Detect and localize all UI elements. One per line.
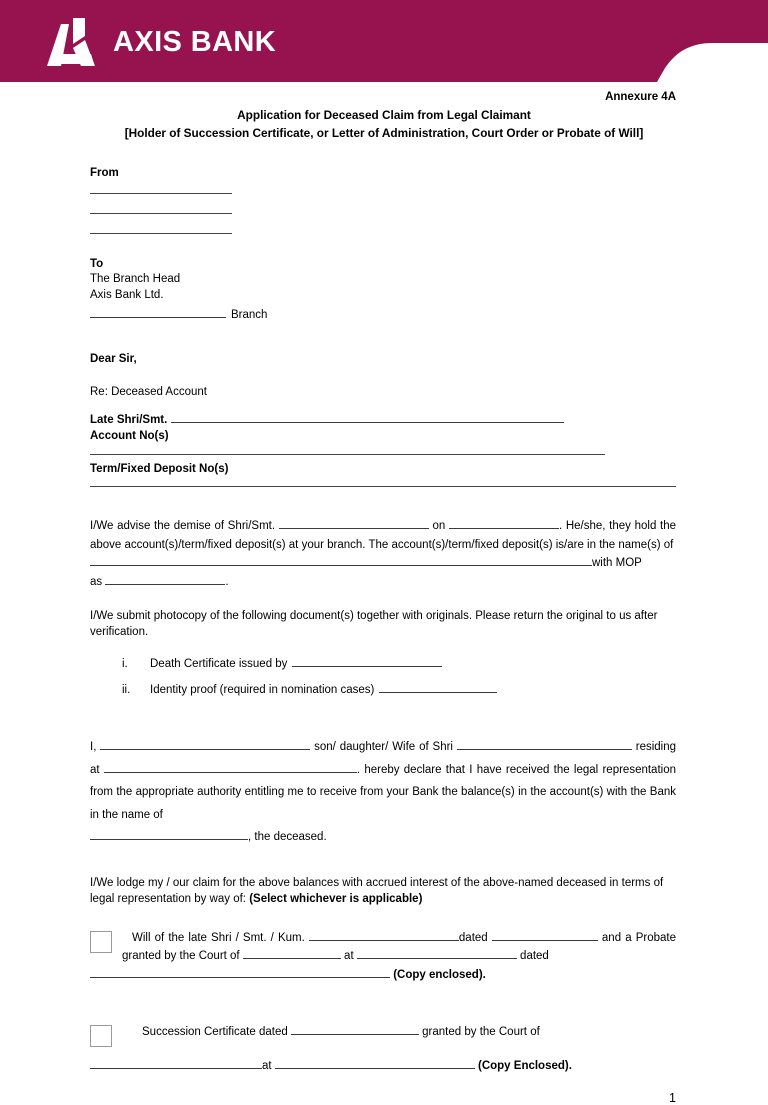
option-will-seg-4: at: [344, 950, 354, 963]
declaration-seg-2: son/ daughter/ Wife of Shri: [314, 741, 453, 754]
option-succession-tail-row: [90, 1057, 676, 1076]
claimant-address-field[interactable]: [104, 762, 357, 773]
demise-seg-2: on: [432, 520, 446, 533]
document-number: ii.: [122, 684, 131, 697]
term-deposit-label: Term/Fixed Deposit No(s): [90, 462, 229, 475]
late-name-field[interactable]: [171, 412, 564, 423]
option-succession-seg-2: granted by the Court of: [422, 1025, 540, 1038]
account-numbers-label: Account No(s): [90, 430, 169, 443]
claimant-name-field[interactable]: [100, 740, 310, 751]
option-succession-copy-note: (Copy Enclosed).: [478, 1059, 572, 1072]
demise-date-field[interactable]: [449, 518, 559, 529]
from-label: From: [90, 166, 119, 179]
document-body: [0, 143, 768, 1075]
lodge-claim-emphasis: (Select whichever is applicable): [249, 892, 423, 905]
demise-seg-5: as: [90, 575, 103, 588]
header-banner: [0, 0, 768, 84]
demise-seg-6: .: [225, 575, 229, 588]
document-label: Identity proof (required in nomination cases): [150, 684, 375, 697]
list-item: [90, 682, 676, 698]
lodge-claim-text: I/We lodge my / our claim for the above balances with accrued interest of the above-named deceased in terms of legal representation by way of:: [90, 876, 664, 905]
probate-place-field[interactable]: [357, 949, 517, 960]
demise-mop-row: [90, 554, 676, 573]
probate-court-field[interactable]: [243, 949, 341, 960]
deceased-name-field[interactable]: [279, 518, 429, 529]
axis-bank-logo: [47, 18, 276, 66]
declaration-seg-3: residing at: [90, 741, 677, 776]
option-will-block: [90, 929, 676, 985]
branch-name-field[interactable]: [90, 307, 226, 318]
checkbox-succession-certificate[interactable]: [90, 1025, 112, 1047]
option-succession-seg-3: at: [262, 1059, 272, 1072]
option-will-copy-note: (Copy enclosed).: [393, 968, 486, 981]
late-name-label: Late Shri/Smt.: [90, 414, 168, 427]
document-number: i.: [122, 657, 128, 670]
to-bank-name: Axis Bank Ltd.: [90, 289, 164, 302]
subject-line: Re: Deceased Account: [90, 385, 207, 398]
checkbox-will[interactable]: [90, 931, 112, 953]
option-succession-seg-1: Succession Certificate dated: [142, 1025, 288, 1038]
demise-seg-1: I/We advise the demise of Shri/Smt.: [90, 520, 276, 533]
annexure-label: Annexure 4A: [605, 91, 676, 103]
death-certificate-issuer-field[interactable]: [292, 656, 442, 667]
from-address-fields: [90, 192, 676, 234]
branch-row: [90, 307, 676, 323]
to-label: To: [90, 258, 104, 271]
declaration-seg-5: , the deceased.: [248, 831, 327, 844]
identity-proof-field[interactable]: [379, 682, 497, 693]
option-will-tail-row: [90, 966, 676, 985]
from-address-line-3[interactable]: [90, 232, 232, 234]
option-succession-text: [90, 1023, 676, 1042]
option-will-seg-1: Will of the late Shri / Smt. / Kum.: [132, 931, 305, 944]
probate-date-field[interactable]: [90, 967, 390, 978]
option-will-seg-3: and a Probate granted by the Court of: [122, 931, 676, 963]
account-holder-names-field[interactable]: [90, 556, 592, 567]
late-name-row: [90, 412, 676, 428]
option-will-seg-5: dated: [520, 950, 549, 963]
declaration-deceased-row: [90, 826, 676, 848]
succession-court-field[interactable]: [90, 1058, 262, 1069]
form-title-line1: Application for Deceased Claim from Legal Claimant: [237, 108, 531, 123]
demise-seg-3: . He/she, they hold the above account(s)/term/fixed deposit(s) at your branch. The account(s)/term/fixed deposit(s) is/are in the name(s) of: [90, 520, 677, 551]
option-will-seg-2: dated: [458, 931, 488, 944]
deceased-name-declaration-field[interactable]: [90, 829, 248, 840]
document-label: Death Certificate issued by: [150, 657, 288, 670]
demise-seg-4: with MOP: [592, 557, 642, 570]
form-title-line2: [Holder of Succession Certificate, or Letter of Administration, Court Order or Probate of Will]: [124, 126, 644, 141]
axis-bank-wordmark: AXIS BANK: [113, 25, 277, 58]
document-sheet: [0, 84, 768, 1105]
declaration-seg-4: . hereby declare that I have received the legal representation from the appropriate authority entitling me to receive from your Bank the balance(s) in the account(s) with the Bank in the name of: [90, 763, 676, 821]
from-address-line-2[interactable]: [90, 212, 232, 214]
from-address-line-1[interactable]: [90, 192, 232, 194]
form-title: [0, 104, 768, 142]
salutation: Dear Sir,: [90, 353, 137, 366]
documents-list: [90, 656, 676, 699]
succession-place-field[interactable]: [275, 1058, 475, 1069]
to-branch-head: The Branch Head: [90, 273, 181, 286]
option-will-text: [90, 929, 676, 966]
demise-mop-value-row: [90, 573, 676, 592]
declaration-paragraph: [90, 736, 676, 826]
page-number: 1: [669, 1091, 676, 1105]
list-item: [90, 656, 676, 672]
demise-paragraph: [90, 517, 676, 554]
will-date-field[interactable]: [492, 930, 598, 941]
declaration-seg-1: I,: [90, 741, 97, 754]
option-succession-block: [90, 1023, 676, 1076]
succession-certificate-date-field[interactable]: [291, 1024, 419, 1035]
submit-documents-paragraph: I/We submit photocopy of the following document(s) together with originals. Please return the original to us after verification.: [90, 609, 658, 638]
mop-field[interactable]: [105, 574, 225, 585]
claimant-father-name-field[interactable]: [457, 740, 632, 751]
axis-a-logo-icon: [47, 18, 103, 66]
will-testator-field[interactable]: [309, 930, 459, 941]
branch-suffix-label: Branch: [231, 309, 268, 322]
lodge-claim-paragraph: [90, 875, 676, 907]
